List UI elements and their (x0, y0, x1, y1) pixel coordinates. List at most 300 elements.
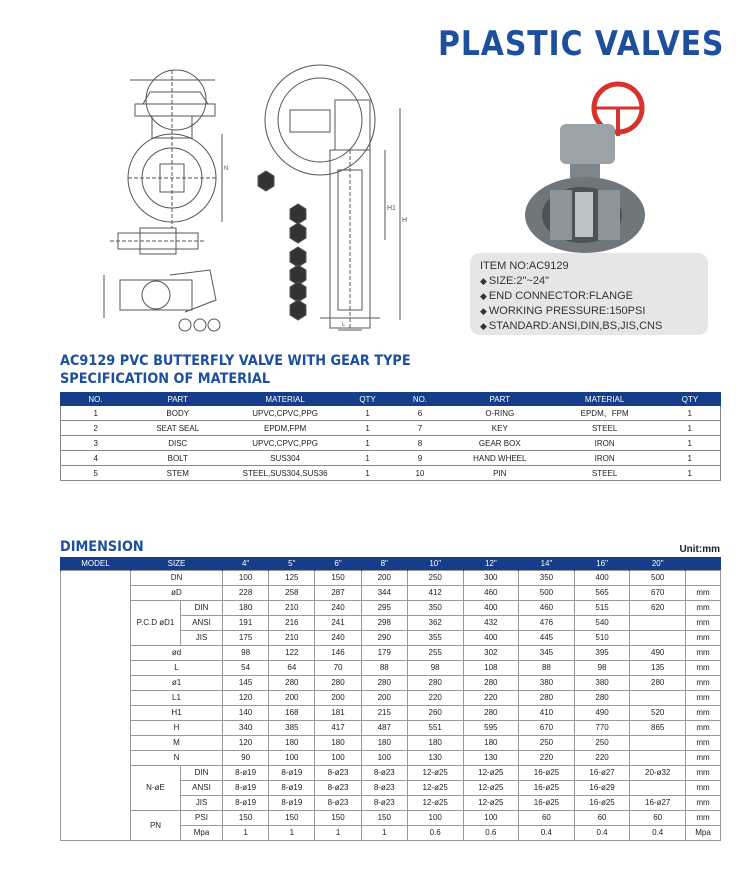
col-no: NO. (61, 393, 131, 406)
dimension-value: 180 (223, 600, 269, 615)
dimension-value: 98 (223, 645, 269, 660)
dimension-value: 215 (361, 705, 407, 720)
dimension-value: 520 (630, 705, 686, 720)
group-label: N-øE (131, 765, 181, 810)
diamond-icon: ◆ (480, 306, 487, 316)
info-line: ◆ STANDARD:ANSI,DIN,BS,JIS,CNS (480, 320, 663, 332)
dimension-value (630, 780, 686, 795)
dimension-value: 355 (407, 630, 463, 645)
dimension-value: 345 (519, 645, 575, 660)
dimension-value: 280 (574, 690, 630, 705)
dimension-value: 100 (269, 750, 315, 765)
valve-title: AC9129 PVC BUTTERFLY VALVE WITH GEAR TYPE (60, 353, 411, 369)
dimension-value: 140 (223, 705, 269, 720)
dimension-value: 250 (519, 735, 575, 750)
material-cell: 1 (345, 451, 390, 466)
sectional-drawing (265, 65, 407, 330)
diamond-icon: ◆ (480, 291, 487, 301)
unit-cell: mm (686, 720, 721, 735)
material-cell: 3 (61, 436, 131, 451)
dimension-value: 220 (574, 750, 630, 765)
dimension-value: 16-ø27 (630, 795, 686, 810)
dimension-value: 8-ø23 (361, 780, 407, 795)
sub-label: ANSI (181, 615, 223, 630)
dimension-value: 487 (361, 720, 407, 735)
dimension-value: 565 (574, 585, 630, 600)
dimension-value: 216 (269, 615, 315, 630)
row-label: ød (131, 645, 223, 660)
unit-cell: mm (686, 660, 721, 675)
material-cell: 2 (61, 421, 131, 436)
dimension-value: 122 (269, 645, 315, 660)
dimension-value: 280 (407, 675, 463, 690)
unit-cell: mm (686, 780, 721, 795)
dimension-value: 100 (407, 810, 463, 825)
dimension-value: 100 (361, 750, 407, 765)
dimension-row (61, 660, 721, 675)
dimension-value: 290 (361, 630, 407, 645)
dimension-value: 385 (269, 720, 315, 735)
dimension-value: 200 (269, 690, 315, 705)
material-row (61, 421, 721, 436)
dimension-value: 515 (574, 600, 630, 615)
dimension-value: 770 (574, 720, 630, 735)
dimension-value: 220 (407, 690, 463, 705)
material-cell: UPVC,CPVC,PPG (225, 436, 345, 451)
material-cell: 1 (660, 451, 721, 466)
dimension-value: 380 (574, 675, 630, 690)
material-cell: 7 (390, 421, 450, 436)
dimension-value: 255 (407, 645, 463, 660)
dimension-value: 432 (463, 615, 519, 630)
diamond-icon: ◆ (480, 276, 487, 286)
col-size-value: 6" (315, 557, 361, 570)
item-info-box (470, 253, 708, 335)
material-cell: 5 (61, 466, 131, 481)
svg-text:N: N (224, 166, 229, 172)
svg-text:7: 7 (263, 179, 267, 186)
dimension-value: 8-ø19 (223, 780, 269, 795)
dimension-value: 1 (223, 825, 269, 840)
dimension-value: 670 (630, 585, 686, 600)
brand-title: PLASTIC VALVES (437, 24, 724, 64)
material-cell: STEM (130, 466, 225, 481)
dimension-value: 445 (519, 630, 575, 645)
dimension-value: 1 (361, 825, 407, 840)
dimension-value: 180 (269, 735, 315, 750)
info-line: ◆ SIZE:2"~24" (480, 275, 550, 287)
dimension-value: 150 (315, 810, 361, 825)
dimension-value: 98 (407, 660, 463, 675)
material-cell: SUS304 (225, 451, 345, 466)
material-cell: GEAR BOX (450, 436, 550, 451)
row-label: L (131, 660, 223, 675)
material-cell: O-RING (450, 406, 550, 421)
material-cell: 1 (345, 466, 390, 481)
model-cell (61, 570, 131, 840)
dimension-value (630, 750, 686, 765)
info-line: ◆ END CONNECTOR:FLANGE (480, 290, 633, 302)
dimension-value: 1 (269, 825, 315, 840)
dimension-value: 98 (574, 660, 630, 675)
dimension-value: 146 (315, 645, 361, 660)
dimension-value: 510 (574, 630, 630, 645)
dimension-value: 540 (574, 615, 630, 630)
dimension-row (61, 810, 721, 825)
unit-cell: mm (686, 795, 721, 810)
dimension-row (61, 735, 721, 750)
dimension-value: 280 (361, 675, 407, 690)
dimension-value: 595 (463, 720, 519, 735)
unit-label: Unit:mm (679, 544, 720, 555)
dimension-value (630, 735, 686, 750)
dimension-value: 125 (269, 570, 315, 585)
material-row (61, 406, 721, 421)
col-qty: QTY (660, 393, 721, 406)
material-cell: STEEL (550, 466, 660, 481)
dimension-value: 0.4 (574, 825, 630, 840)
dimension-row (61, 570, 721, 585)
dimension-value: 16-ø29 (574, 780, 630, 795)
dimension-value: 490 (574, 705, 630, 720)
material-table (60, 392, 721, 481)
material-header-row (61, 393, 721, 406)
dimension-header-row (61, 557, 721, 570)
material-row (61, 451, 721, 466)
dimension-value: 130 (463, 750, 519, 765)
dimension-value: 180 (407, 735, 463, 750)
dimension-value: 295 (361, 600, 407, 615)
svg-text:3: 3 (295, 273, 299, 280)
material-row (61, 436, 721, 451)
material-cell: EPDM,FPM (225, 421, 345, 436)
dimension-value: 12-ø25 (463, 780, 519, 795)
dimension-value: 395 (574, 645, 630, 660)
unit-cell: mm (686, 750, 721, 765)
dimension-value: 200 (361, 690, 407, 705)
sub-label: JIS (181, 630, 223, 645)
dimension-value: 175 (223, 630, 269, 645)
unit-cell: mm (686, 765, 721, 780)
unit-cell (686, 570, 721, 585)
svg-text:4: 4 (295, 231, 299, 238)
dimension-value: 180 (361, 735, 407, 750)
dimension-value: 0.6 (407, 825, 463, 840)
dimension-value: 400 (463, 600, 519, 615)
part-callouts (258, 171, 306, 320)
dimension-value: 88 (361, 660, 407, 675)
col-material: MATERIAL (550, 393, 660, 406)
dimension-value: 200 (361, 570, 407, 585)
material-cell: 4 (61, 451, 131, 466)
material-cell: STEEL (550, 421, 660, 436)
col-size-value: 10" (407, 557, 463, 570)
material-cell: SEAT SEAL (130, 421, 225, 436)
dimension-value: 8-ø23 (315, 795, 361, 810)
dimension-value: 280 (519, 690, 575, 705)
dimension-value: 412 (407, 585, 463, 600)
svg-text:6: 6 (295, 212, 299, 219)
dimension-value: 8-ø19 (223, 765, 269, 780)
dimension-value: 8-ø19 (269, 795, 315, 810)
unit-cell: mm (686, 810, 721, 825)
dimension-value: 500 (519, 585, 575, 600)
spec-title: SPECIFICATION OF MATERIAL (60, 371, 271, 387)
dimension-row (61, 720, 721, 735)
sub-label: DIN (181, 765, 223, 780)
dimension-value: 250 (407, 570, 463, 585)
col-no: NO. (390, 393, 450, 406)
material-cell: 1 (660, 466, 721, 481)
dimension-row (61, 600, 721, 615)
dimension-value: 287 (315, 585, 361, 600)
dimension-value: 8-ø23 (361, 765, 407, 780)
dimension-value: 191 (223, 615, 269, 630)
material-cell: 10 (390, 466, 450, 481)
product-photo (520, 80, 670, 255)
col-size-value: 12" (463, 557, 519, 570)
dimension-title: DIMENSION (60, 539, 144, 555)
dimension-value: 460 (463, 585, 519, 600)
dimension-value: 12-ø25 (407, 765, 463, 780)
dimension-value: 0.4 (519, 825, 575, 840)
dimension-value: 460 (519, 600, 575, 615)
dimension-value: 300 (463, 570, 519, 585)
dimension-row (61, 585, 721, 600)
row-label: M (131, 735, 223, 750)
row-label: ø1 (131, 675, 223, 690)
unit-cell: mm (686, 600, 721, 615)
dimension-value: 551 (407, 720, 463, 735)
dimension-value: 280 (463, 675, 519, 690)
dimension-value: 12-ø25 (407, 795, 463, 810)
unit-cell: mm (686, 585, 721, 600)
dimension-value: 100 (223, 570, 269, 585)
col-part: PART (130, 393, 225, 406)
diamond-icon: ◆ (480, 321, 487, 331)
dimension-value: 150 (269, 810, 315, 825)
dimension-value: 220 (519, 750, 575, 765)
dimension-value: 100 (315, 750, 361, 765)
dimension-value: 400 (463, 630, 519, 645)
dimension-value: 16-ø25 (519, 780, 575, 795)
dimension-value: 60 (574, 810, 630, 825)
dimension-value: 250 (574, 735, 630, 750)
unit-cell: mm (686, 630, 721, 645)
dimension-value: 200 (315, 690, 361, 705)
material-cell: 8 (390, 436, 450, 451)
dimension-value: 0.6 (463, 825, 519, 840)
dimension-value: 120 (223, 690, 269, 705)
dimension-value: 8-ø19 (269, 765, 315, 780)
dimension-value: 12-ø25 (407, 780, 463, 795)
sub-label: ANSI (181, 780, 223, 795)
dimension-value: 280 (630, 675, 686, 690)
material-cell: EPDM、FPM (550, 406, 660, 421)
material-cell: 1 (61, 406, 131, 421)
dimension-row (61, 750, 721, 765)
sub-label: Mpa (181, 825, 223, 840)
row-label: H (131, 720, 223, 735)
dimension-value: 64 (269, 660, 315, 675)
dimension-value: 60 (519, 810, 575, 825)
dimension-value: 280 (463, 705, 519, 720)
dimension-value: 16-ø27 (574, 765, 630, 780)
col-size-value: 14" (519, 557, 575, 570)
dimension-value: 8-ø23 (361, 795, 407, 810)
dimension-value: 181 (315, 705, 361, 720)
info-line: ◆ WORKING PRESSURE:150PSI (480, 305, 646, 317)
bottom-view-drawing (104, 270, 220, 331)
dimension-value: 340 (223, 720, 269, 735)
dimension-value: 60 (630, 810, 686, 825)
dimension-value: 380 (519, 675, 575, 690)
svg-text:H1: H1 (387, 205, 396, 212)
col-part: PART (450, 393, 550, 406)
dimension-row (61, 705, 721, 720)
col-size-value: 4" (223, 557, 269, 570)
dimension-value: 1 (315, 825, 361, 840)
material-cell: 1 (345, 406, 390, 421)
dimension-value: 20-ø32 (630, 765, 686, 780)
col-size: SIZE (131, 557, 223, 570)
dimension-value: 350 (407, 600, 463, 615)
col-qty: QTY (345, 393, 390, 406)
material-row (61, 466, 721, 481)
col-size-value: 20" (630, 557, 686, 570)
svg-text:H: H (402, 217, 408, 224)
dimension-value: 8-ø23 (315, 765, 361, 780)
sub-label: DIN (181, 600, 223, 615)
unit-cell: mm (686, 735, 721, 750)
group-label: P.C.D øD1 (131, 600, 181, 645)
row-label: H1 (131, 705, 223, 720)
dimension-value: 476 (519, 615, 575, 630)
material-cell: 1 (345, 436, 390, 451)
dimension-value: 150 (223, 810, 269, 825)
dimension-value: 16-ø25 (519, 765, 575, 780)
material-cell: KEY (450, 421, 550, 436)
col-size-value: 5" (269, 557, 315, 570)
dimension-value: 70 (315, 660, 361, 675)
svg-text:5: 5 (295, 255, 299, 262)
dimension-value: 240 (315, 630, 361, 645)
dimension-row (61, 645, 721, 660)
dimension-value: 12-ø25 (463, 795, 519, 810)
dimension-row (61, 675, 721, 690)
material-cell: HAND WHEEL (450, 451, 550, 466)
sub-label: PSI (181, 810, 223, 825)
front-view-drawing (128, 70, 228, 228)
material-cell: 1 (660, 421, 721, 436)
unit-cell: mm (686, 690, 721, 705)
dimension-value: 100 (463, 810, 519, 825)
dimension-value: 8-ø23 (315, 780, 361, 795)
item-number: ITEM NO:AC9129 (480, 260, 569, 272)
material-cell: PIN (450, 466, 550, 481)
material-cell: 6 (390, 406, 450, 421)
dimension-value: 490 (630, 645, 686, 660)
dimension-value: 400 (574, 570, 630, 585)
dimension-value: 302 (463, 645, 519, 660)
dimension-value: 260 (407, 705, 463, 720)
material-cell: IRON (550, 436, 660, 451)
material-cell: 1 (660, 406, 721, 421)
dimension-value: 88 (519, 660, 575, 675)
dimension-value: 108 (463, 660, 519, 675)
svg-text:1: 1 (295, 308, 299, 315)
row-label: øD (131, 585, 223, 600)
side-view-drawing (110, 228, 206, 254)
dimension-value: 410 (519, 705, 575, 720)
dimension-value (630, 615, 686, 630)
dimension-value: 90 (223, 750, 269, 765)
dimension-value: 210 (269, 600, 315, 615)
dimension-value: 220 (463, 690, 519, 705)
dimension-value: 135 (630, 660, 686, 675)
dimension-value: 298 (361, 615, 407, 630)
unit-cell: Mpa (686, 825, 721, 840)
dimension-value: 362 (407, 615, 463, 630)
material-cell: 1 (345, 421, 390, 436)
svg-text:L: L (342, 322, 346, 328)
dimension-value: 16-ø25 (519, 795, 575, 810)
dimension-value: 150 (315, 570, 361, 585)
dimension-value: 280 (315, 675, 361, 690)
dimension-value: 350 (519, 570, 575, 585)
material-cell: 9 (390, 451, 450, 466)
material-cell: 1 (660, 436, 721, 451)
dimension-value: 8-ø19 (223, 795, 269, 810)
unit-cell: mm (686, 645, 721, 660)
dimension-value: 620 (630, 600, 686, 615)
material-cell: UPVC,CPVC,PPG (225, 406, 345, 421)
row-label: DN (131, 570, 223, 585)
dimension-row (61, 690, 721, 705)
dimension-value: 865 (630, 720, 686, 735)
dimension-value: 240 (315, 600, 361, 615)
dimension-value: 16-ø25 (574, 795, 630, 810)
dimension-value: 168 (269, 705, 315, 720)
material-cell: STEEL,SUS304,SUS36 (225, 466, 345, 481)
technical-drawings (0, 0, 470, 345)
col-material: MATERIAL (225, 393, 345, 406)
dimension-value: 180 (463, 735, 519, 750)
material-cell: BOLT (130, 451, 225, 466)
dimension-value (630, 630, 686, 645)
unit-cell: mm (686, 615, 721, 630)
dimension-value: 0.4 (630, 825, 686, 840)
dimension-value: 145 (223, 675, 269, 690)
material-cell: DISC (130, 436, 225, 451)
unit-cell: mm (686, 675, 721, 690)
col-unit (686, 557, 721, 570)
dimension-value: 179 (361, 645, 407, 660)
dimension-value: 344 (361, 585, 407, 600)
row-label: N (131, 750, 223, 765)
dimension-table (60, 557, 721, 841)
dimension-row (61, 765, 721, 780)
col-model: MODEL (61, 557, 131, 570)
dimension-value: 180 (315, 735, 361, 750)
row-label: L1 (131, 690, 223, 705)
dimension-value: 8-ø19 (269, 780, 315, 795)
dimension-value: 228 (223, 585, 269, 600)
col-size-value: 8" (361, 557, 407, 570)
dimension-value: 500 (630, 570, 686, 585)
dimension-value: 280 (269, 675, 315, 690)
svg-text:2: 2 (295, 290, 299, 297)
